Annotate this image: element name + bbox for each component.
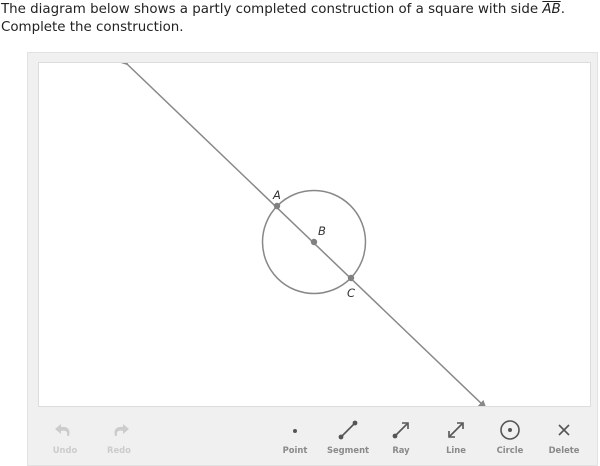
ray-tool-label: Ray [392, 445, 410, 455]
point-tool-label: Point [282, 445, 308, 455]
segment-ab-label: $\overline{AB}$ [542, 2, 561, 17]
undo-label: Undo [52, 445, 78, 455]
point-c-label: C [347, 286, 356, 300]
undo-button[interactable] [40, 411, 90, 461]
point-icon [270, 417, 320, 441]
segment-tool-button[interactable] [323, 411, 373, 461]
point-b[interactable] [311, 239, 317, 245]
line-tool-label: Line [446, 445, 466, 455]
segment-tool-label: Segment [326, 445, 370, 455]
redo-button[interactable] [94, 411, 144, 461]
line-ac[interactable] [127, 64, 485, 407]
delete-tool-button[interactable] [539, 411, 589, 461]
redo-icon [94, 417, 144, 441]
delete-tool-label: Delete [548, 445, 580, 455]
circle-tool-button[interactable] [485, 411, 535, 461]
undo-icon [40, 417, 90, 441]
line-tool-button[interactable] [431, 411, 481, 461]
prompt-period: . [560, 2, 565, 17]
ray-icon [376, 417, 426, 441]
point-tool-button[interactable] [270, 411, 320, 461]
redo-label: Redo [107, 445, 131, 455]
circle-icon [485, 417, 535, 441]
tool-bar [28, 411, 599, 461]
construction-diagram[interactable] [39, 63, 591, 407]
ray-tool-button[interactable] [376, 411, 426, 461]
drawing-canvas[interactable] [38, 62, 591, 407]
question-prompt [1, 1, 597, 37]
point-a[interactable] [274, 203, 280, 209]
circle-tool-label: Circle [496, 445, 524, 455]
prompt-instruction: Complete the construction. [1, 20, 184, 35]
point-a-label: A [273, 188, 281, 202]
prompt-text: The diagram below shows a partly completed construction of a square with side [1, 2, 543, 17]
delete-icon [539, 417, 589, 441]
line-icon [431, 417, 481, 441]
point-c[interactable] [348, 275, 354, 281]
construction-widget [27, 52, 598, 466]
segment-icon [323, 417, 373, 441]
point-b-label: B [318, 224, 326, 238]
